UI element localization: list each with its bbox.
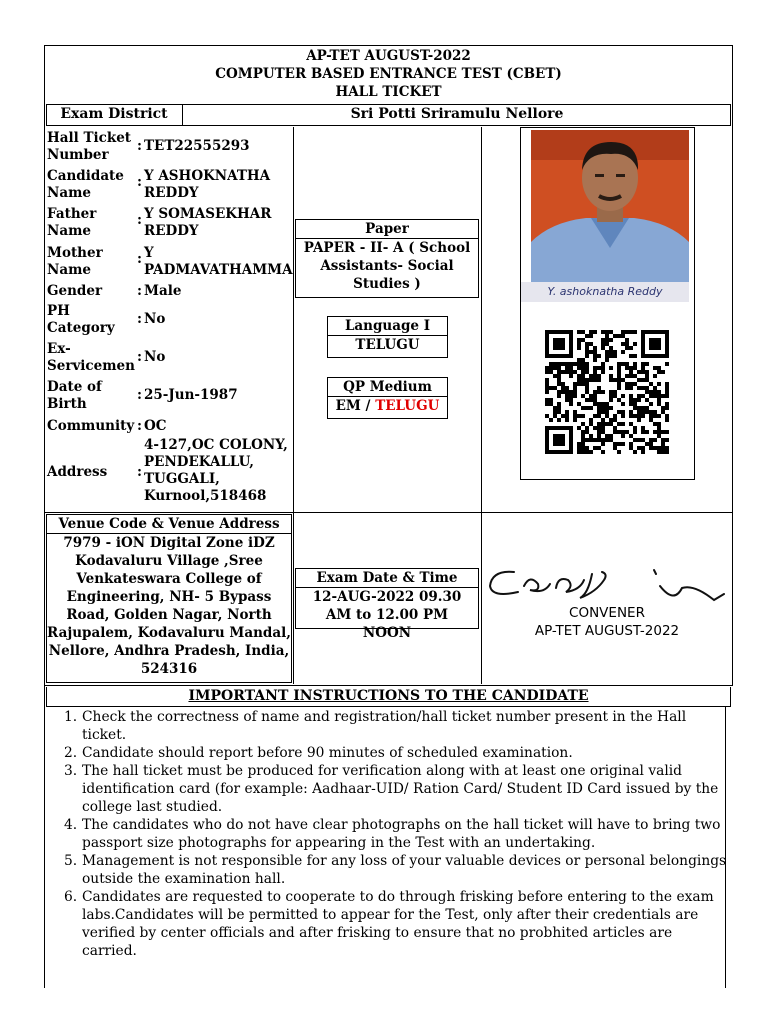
instructions-border-left [44,686,45,988]
instruction-item: 1. Check the correctness of name and registration/hall ticket number present in the Hall ticket. [64,709,687,743]
instruction-item: 3. The hall ticket must be produced for verification along with at least one original valid identification card (for example: Aadhaar-UID/ Ration Card/ Student ID Card issued by the college last studied. [64,763,719,815]
field-colon: : [137,349,142,365]
ex-servicemen: No [144,349,166,365]
medium-english: EM [335,398,361,414]
address: 4-127,OC COLONY, PENDEKALLU, TUGGALI, Kurnool,518468 [144,437,288,504]
field-colon: : [137,138,142,154]
paper-value: PAPER - II- A ( School Assistants- Social Studies ) [303,240,471,292]
language-box [327,316,448,358]
field-label: Community [47,418,135,434]
field-label: Address [47,464,108,480]
district-value: Sri Potti Sriramulu Nellore [350,106,564,122]
venue-box [46,514,292,683]
date-of-birth: 25-Jun-1987 [144,387,238,403]
field-label: Hall Ticket Number [47,130,132,163]
candidate-signature: Y. ashoknatha Reddy [521,282,689,302]
field-label: Ex-Servicemen [47,341,135,374]
convener-label: CONVENER [569,605,645,621]
convener-block [484,604,730,640]
instructions-list [64,708,727,960]
ticket-header [44,47,733,101]
gender: Male [144,283,182,299]
row-divider [44,512,733,513]
field-colon: : [137,464,142,480]
field-label: Mother Name [47,245,103,278]
field-label: Candidate Name [47,168,124,201]
community: OC [144,418,167,434]
field-label: Date of Birth [47,379,102,412]
candidate-name: Y ASHOKNATHA REDDY [144,168,271,201]
exam-time-box [295,568,479,641]
mother-name: Y PADMAVATHAMMA [144,245,293,278]
person-photo-icon [531,130,689,282]
field-colon: : [137,311,142,327]
ph-category: No [144,311,166,327]
convener-signature [484,560,730,608]
field-label: PH Category [47,303,115,336]
document-title: HALL TICKET [335,84,442,100]
medium-separator: / [360,398,376,414]
qp-medium-value [328,397,447,415]
venue-title: Venue Code & Venue Address [47,515,291,534]
hall-ticket-number: TET22555293 [144,138,250,154]
paper-title: Paper [296,220,478,239]
field-colon: : [137,251,142,267]
field-colon: : [137,387,142,403]
qr-code [545,328,669,456]
paper-box [295,219,479,298]
field-label: Father Name [47,206,97,239]
exam-title: AP-TET AUGUST-2022 [306,48,471,64]
exam-subtitle: COMPUTER BASED ENTRANCE TEST (CBET) [215,66,562,82]
field-colon: : [137,418,142,434]
field-colon: : [137,283,142,299]
field-label: Gender [47,283,103,299]
medium-telugu: TELUGU [375,398,440,414]
instruction-item: 4. The candidates who do not have clear photographs on the hall ticket will have to bring two passport size photographs for appearing in the Test with an undertaking. [64,817,721,851]
venue-address: 7979 - iON Digital Zone iDZ Kodavaluru Village ,Sree Venkateswara College of Engineering, NH- 5 Bypass Road, Golden Nagar, North Rajupalem, Kodavaluru Mandal, Nellore, Andhra Pradesh, India, 524316 [47,535,291,677]
instructions-title: IMPORTANT INSTRUCTIONS TO THE CANDIDATE [46,687,731,707]
instruction-item: 2. Candidate should report before 90 minutes of scheduled examination. [64,745,573,761]
field-colon: : [137,212,142,228]
district-label: Exam District [46,104,183,126]
father-name: Y SOMASEKHAR REDDY [144,206,272,239]
exam-time-value: 12-AUG-2022 09.30 AM to 12.00 PM NOON [312,589,462,641]
column-divider [481,127,482,684]
qp-medium-title: QP Medium [328,378,447,397]
language-title: Language I [328,317,447,336]
instruction-item: 5. Management is not responsible for any loss of your valuable devices or personal belongings outside the examination hall. [64,853,727,887]
candidate-photo [531,130,689,282]
qr-code-icon [545,328,669,456]
qp-medium-box [327,377,448,419]
field-colon: : [137,174,142,190]
language-value: TELUGU [355,337,420,353]
exam-time-title: Exam Date & Time [296,569,478,588]
convener-org: AP-TET AUGUST-2022 [534,623,680,639]
instruction-item: 6. Candidates are requested to cooperate to do through frisking before entering to the exam labs.Candidates will be permitted to appear for the Test, only after their credentials are verified by center officials and after frisking to ensure that no probhited articles are carried. [64,889,714,959]
